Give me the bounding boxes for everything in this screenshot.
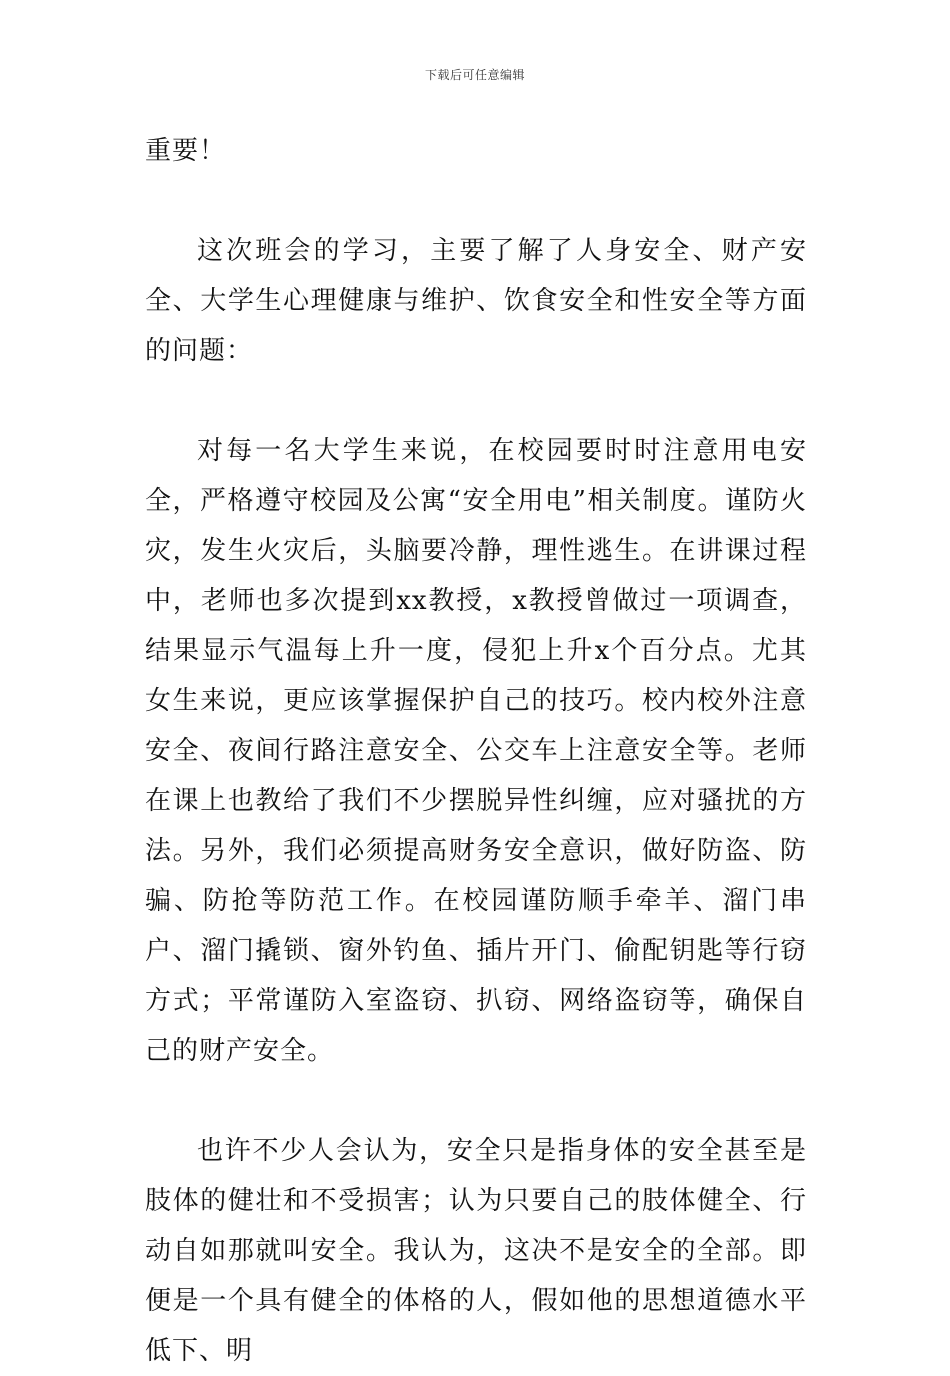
paragraph-3: 对每一名大学生来说，在校园要时时注意用电安全，严格遵守校园及公寓“安全用电”相关制度。谨防火灾，发生火灾后，头脑要冷静，理性逃生。在讲课过程中，老师也多次提到xx教授，x教授曾做过一项调查，结果显示气温每上升一度，侵犯上升x个百分点。尤其女生来说，更应该掌握保护自己的技巧。校内校外注意安全、夜间行路注意安全、公交车上注意安全等。老师在课上也教给了我们不少摆脱异性纠缠，应对骚扰的方法。另外，我们必须提高财务安全意识，做好防盗、防骗、防抢等防范工作。在校园谨防顺手牵羊、溜门串户、溜门撬锁、窗外钓鱼、插片开门、偷配钥匙等行窃方式；平常谨防入室盗窃、扒窃、网络盗窃等，确保自己的财产安全。 — [145, 436, 807, 1066]
paragraph-4: 也许不少人会认为，安全只是指身体的安全甚至是肢体的健壮和不受损害；认为只要自己的肢体健全、行动自如那就叫安全。我认为，这决不是安全的全部。即便是一个具有健全的体格的人，假如他的思想道德水平低下、明 — [145, 1136, 807, 1366]
paragraph-gap — [145, 1076, 807, 1126]
document-body — [145, 126, 807, 1376]
paragraph-gap — [145, 376, 807, 426]
page-header: 下载后可任意编辑 — [424, 68, 525, 82]
paragraph-2: 这次班会的学习，主要了解了人身安全、财产安全、大学生心理健康与维护、饮食安全和性安全等方面的问题： — [145, 236, 807, 366]
paragraph-gap — [145, 176, 807, 226]
paragraph-1: 重要！ — [145, 136, 227, 166]
